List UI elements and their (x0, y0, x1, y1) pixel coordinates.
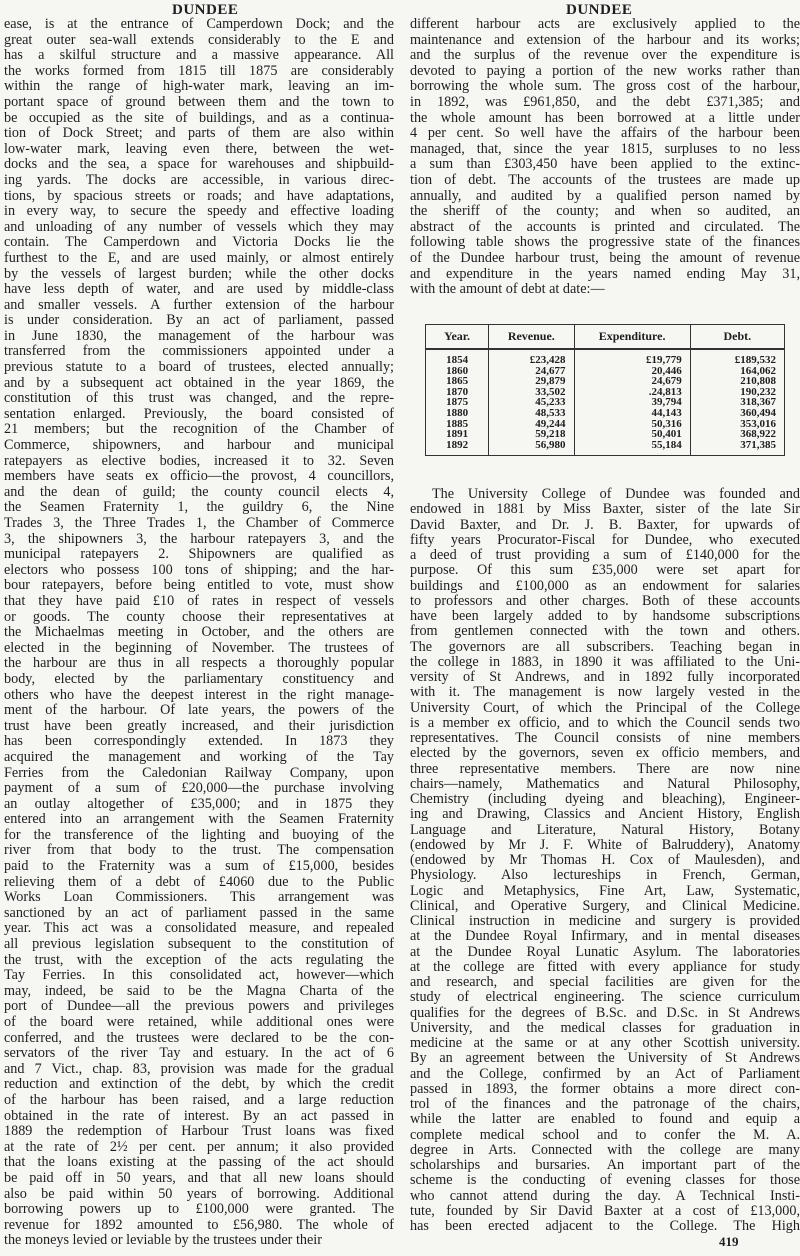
table-cell: .24,813 (574, 387, 690, 398)
text-line: By an agreement between the University of St Andrews (410, 1050, 800, 1067)
text-line: in June 1830, the management of the harbour was (4, 327, 394, 344)
table-cell: 50,401 (574, 429, 690, 440)
text-line: tions, by spacious streets or roads; and have adaptations, (4, 187, 394, 204)
text-line: The University College of Dundee was founded and (432, 486, 800, 502)
table-row (426, 349, 785, 366)
text-line: versity of St Andrews, and in 1892 fully incorporated (410, 669, 800, 685)
text-line: within the range of high-water mark, leaving an im- (4, 78, 394, 95)
text-line: tion of debt. The accounts of the trustees are made up (410, 171, 800, 188)
text-line: 21 members; but the recognition of the Chamber of (4, 421, 394, 438)
table-cell: 56,980 (489, 440, 574, 456)
text-line: bour ratepayers, before being entitled to vote, must show (4, 577, 394, 594)
text-line: abstract of the accounts is printed and circulated. The (410, 218, 800, 235)
text-line: or goods. The county choose their representatives at (4, 608, 394, 625)
table-cell: 1891 (426, 429, 489, 440)
table-cell: 29,879 (489, 376, 574, 387)
text-line: purpose. Of this sum £35,000 were set apart for (410, 562, 800, 579)
text-line: the Michaelmas meeting in October, and the others are (4, 624, 394, 641)
table-cell: 50,316 (574, 419, 690, 430)
text-line: medicine at the same or at any other Scottish university. (410, 1035, 800, 1051)
text-line: borrowing powers up to £100,000 were granted. The (4, 1201, 394, 1218)
text-line: tute, founded by Sir David Baxter at a cost of £13,000, (410, 1202, 800, 1219)
table-cell: 164,062 (690, 366, 784, 377)
text-line: by the vessels of largest burden; while the other docks (4, 265, 394, 282)
text-line: others who have the deepest interest in the right manage- (4, 686, 394, 703)
text-line: University Court, of which the Principal of the College (410, 699, 800, 716)
table-cell: 20,446 (574, 366, 690, 377)
column-header: Expenditure. (574, 325, 690, 350)
table-cell: £189,532 (690, 349, 784, 366)
table-cell: 1870 (426, 387, 489, 398)
text-line: who cannot attend during the day. A Technical Insti- (410, 1187, 800, 1204)
text-line: all previous legislation subsequent to the constitution of (4, 936, 394, 953)
text-line: Ferries from the Caledonian Railway Company, upon (4, 764, 394, 781)
text-line: paid to the Fraternity was a sum of £15,000, besides (4, 858, 394, 875)
column-header: Debt. (690, 325, 784, 350)
text-line: ment of the harbour. Of late years, the powers of the (4, 702, 394, 719)
text-line: previous statute to a board of trustees, elected annually; (4, 359, 394, 376)
text-line: the works formed from 1815 till 1875 are considerably (4, 62, 394, 79)
table-cell: £23,428 (489, 349, 574, 366)
table-cell: 318,367 (690, 397, 784, 408)
table-cell: 55,184 (574, 440, 690, 456)
text-line: Tay Ferries. In this consolidated act, however—which (4, 967, 394, 984)
text-line: obtained in the rate of interest. By an act passed in (4, 1107, 394, 1124)
text-line: a sum than £303,450 have been applied to the extinc- (410, 156, 800, 173)
text-line: while the latter are enabled to found and equip a (410, 1111, 800, 1128)
text-line: transferred from the commissioners appointed under a (4, 343, 394, 360)
text-line: scheme is the conducting of evening classes for those (410, 1172, 800, 1189)
table-cell: 44,143 (574, 408, 690, 419)
text-line: trust have been greatly increased, and their jurisdiction (4, 717, 394, 734)
table-cell: 39,794 (574, 397, 690, 408)
text-line: 4 per cent. So well have the affairs of the harbour been (410, 125, 800, 142)
text-line: members have seats ex officio—the provost, 4 councillors, (4, 468, 394, 485)
table-cell: 371,385 (690, 440, 784, 456)
text-line: Logic and Metaphysics, Fine Art, Law, Systematic, (410, 882, 800, 899)
text-line: river from that body to the trust. The compensation (4, 842, 394, 859)
text-line: following table shows the progressive state of the finances (410, 234, 800, 251)
table-cell: £19,779 (574, 349, 690, 366)
text-line: servators of the river Tay and estuary. In the act of 6 (4, 1045, 394, 1062)
text-line: have been largely added to by handsome subscriptions (410, 608, 800, 624)
harbour-finance-table (425, 324, 785, 456)
text-line: annually, and audited by a qualified person named by (410, 187, 800, 204)
table-cell: 24,679 (574, 376, 690, 387)
text-line: and expenditure in the years named ending May 31, (410, 265, 800, 282)
text-line: at the college are fitted with every appliance for study (410, 958, 800, 975)
text-line: has been erected adjacent to the College. The High (410, 1218, 800, 1234)
text-line: sanctioned by an act of parliament passed in the same (4, 904, 394, 921)
table-row (426, 408, 785, 419)
text-line: degree in Arts. Connected with the college are many (410, 1141, 800, 1158)
table-cell: 48,533 (489, 408, 574, 419)
text-line: relieving them of a debt of £4060 due to the Public (4, 873, 394, 890)
text-line: body, elected by the parliamentary constituency and (4, 670, 394, 687)
text-line: elected by the governors, seven ex officio members, and (410, 745, 800, 762)
text-line: furthest to the E, and are used mainly, or almost entirely (4, 249, 394, 266)
text-line: portant space of ground between them and the town to (4, 93, 394, 110)
text-line: the Seamen Fraternity 1, the guildry 6, the Nine (4, 499, 394, 516)
text-line: and the dean of guild; the county council elects 4, (4, 483, 394, 500)
text-line: low-water mark, leaving even there, between the wet- (4, 140, 394, 157)
text-line: conferred, and the trustees were declared to be the con- (4, 1029, 394, 1046)
text-line: borrowing the whole sum. The gross cost of the harbour, (410, 78, 800, 95)
table-row (426, 397, 785, 408)
text-line: entered into an arrangement with the Seamen Fraternity (4, 811, 394, 828)
text-line: has been correspondingly extended. In 1873 they (4, 733, 394, 750)
text-line: Trades 3, the Three Trades 1, the Chamber of Commerce (4, 515, 394, 531)
table-cell: 59,218 (489, 429, 574, 440)
table-row (426, 366, 785, 377)
table-cell: 45,233 (489, 397, 574, 408)
text-line: the moneys levied or leviable by the trustees under their (4, 1232, 322, 1249)
table-cell: 360,494 (690, 408, 784, 419)
text-line: Chemistry (including dyeing and bleaching), Engineer- (410, 791, 800, 807)
text-line: (endowed by Mr J. F. White of Balruddery), Anatomy (410, 836, 800, 853)
text-line: fifty years Procurator-Fiscal for Dundee, who executed (410, 531, 800, 548)
text-line: with the amount of debt at date:— (410, 281, 605, 298)
text-line: the college in 1883, in 1890 it was affiliated to the Uni- (410, 653, 800, 670)
table-row (426, 440, 785, 456)
text-line: port of Dundee—all the previous powers and privileges (4, 998, 394, 1015)
text-line: Physiology. Also lectureships in French, German, (410, 867, 800, 884)
text-line: be paid off in 50 years, and that all new loans should (4, 1169, 394, 1186)
text-line: and unloading of any number of vessels which they may (4, 218, 394, 235)
text-line: ing yards. The docks are accessible, in various direc- (4, 171, 394, 188)
text-line: has a skilful structure and a massive appearance. All (4, 47, 394, 64)
text-line: trol of the finances and the patronage of the chairs, (410, 1096, 800, 1112)
text-line: and the surplus of the revenue over the expenditure is (410, 47, 800, 64)
text-line: year. This act was a consolidated measure, and repealed (4, 920, 394, 937)
column-header: Year. (426, 325, 489, 350)
text-line: with it. The management is now largely vested in the (410, 684, 800, 701)
text-line: the trust, with the exception of the acts regulating the (4, 951, 394, 968)
table-row (426, 376, 785, 387)
text-line: Clinical instruction in medicine and surgery is provided (410, 913, 800, 929)
text-line: complete medical school and to confer the M. A. (410, 1126, 800, 1143)
table-row (426, 419, 785, 430)
table-cell: 1854 (426, 349, 489, 366)
text-line: have less depth of water, and are used by middle-class (4, 281, 394, 298)
text-line: ease, is at the entrance of Camperdown Dock; and the (4, 16, 394, 32)
text-line: Language and Literature, Natural History, Botany (410, 821, 800, 838)
text-line: the harbour are thus in all respects a thoroughly popular (4, 655, 394, 672)
text-line: 3, the shipowners 3, the harbour ratepayers 3, and the (4, 530, 394, 547)
text-line: three representative members. There are now nine (410, 760, 800, 777)
table-cell: 1892 (426, 440, 489, 456)
text-line: of the Dundee harbour trust, being the amount of revenue (410, 249, 800, 266)
table-cell: 368,922 (690, 429, 784, 440)
table-cell: 1860 (426, 366, 489, 377)
running-header-left: DUNDEE (172, 2, 239, 18)
left-column (4, 17, 394, 1249)
table-cell: 210,808 (690, 376, 784, 387)
right-column-top (410, 17, 800, 298)
text-line: maintenance and extension of the harbour and its works; (410, 31, 800, 48)
text-line: endowed in 1881 by Miss Baxter, sister of the late Sir (410, 501, 800, 518)
text-line: and the College, confirmed by an Act of Parliament (410, 1065, 800, 1082)
text-line: David Baxter, and Dr. J. B. Baxter, for upwards of (410, 516, 800, 533)
text-line: the sheriff of the county; and when so audited, an (410, 203, 800, 220)
table-header-row (426, 325, 785, 350)
text-line: from gentlemen connected with the town and others. (410, 623, 800, 640)
text-line: great outer sea-wall extends considerably to the E and (4, 31, 394, 48)
text-line: reduction and extinction of the debt, by which the credit (4, 1076, 394, 1093)
text-line: (endowed by Mr Thomas H. Cox of Maulesden), and (410, 852, 800, 868)
text-line: ratepayers as elective bodies, increased it to 32. Seven (4, 452, 394, 469)
text-line: 1889 the redemption of Harbour Trust loans was fixed (4, 1123, 394, 1140)
table-cell: 1865 (426, 376, 489, 387)
text-line: payment of a sum of £20,000—the purchase involving (4, 780, 394, 797)
text-line: elected in the beginning of November. The trustees of (4, 639, 394, 656)
text-line: passed in 1893, the former obtains a more direct con- (410, 1080, 800, 1097)
text-line: scholarships and bursaries. An important part of the (410, 1157, 800, 1173)
text-line: and by a subsequent act obtained in the year 1869, the (4, 374, 394, 391)
page-number: 419 (719, 1234, 739, 1249)
text-line: electors who possess 100 tons of shipping; and the har- (4, 561, 394, 578)
text-line: study of electrical engineering. The science curriculum (410, 989, 800, 1006)
text-line: municipal ratepayers 2. Shipowners are qualified as (4, 546, 394, 563)
text-line: that the loans existing at the passing of the act should (4, 1154, 394, 1171)
table-cell: 1880 (426, 408, 489, 419)
text-line: acquired the management and working of the Tay (4, 748, 394, 765)
text-line: of the board were retained, while additional ones were (4, 1014, 394, 1030)
text-line: Works Loan Commissioners. This arrangement was (4, 889, 394, 906)
text-line: and 7 Vict., chap. 83, provision was made for the gradual (4, 1060, 394, 1077)
text-line: is under consideration. By an act of parliament, passed (4, 312, 394, 329)
text-line: the whole amount has been borrowed at a little under (410, 109, 800, 126)
text-line: devoted to paying a portion of the new works rather than (410, 62, 800, 79)
text-line: be occupied as the site of buildings, and as a continua- (4, 109, 394, 126)
text-line: tion of Dock Street; and parts of them are also within (4, 125, 394, 142)
running-header-right: DUNDEE (566, 2, 633, 18)
text-line: may, indeed, be said to be the Magna Charta of the (4, 982, 394, 999)
text-line: sentation enlarged. Previously, the board consisted of (4, 405, 394, 422)
text-line: different harbour acts are exclusively applied to the (410, 16, 800, 32)
text-line: constitution of this trust was changed, and the repre- (4, 390, 394, 407)
text-line: a deed of trust providing a sum of £140,000 for the (410, 547, 800, 563)
text-line: chairs—namely, Mathematics and Natural Philosophy, (410, 775, 800, 792)
table-cell: 24,677 (489, 366, 574, 377)
text-line: to professors and other charges. Both of these accounts (410, 592, 800, 609)
table-row (426, 387, 785, 398)
text-line: Commerce, shipowners, and harbour and municipal (4, 437, 394, 454)
text-line: at the Dundee Royal Infirmary, and in mental diseases (410, 928, 800, 945)
table-cell: 1875 (426, 397, 489, 408)
table-row (426, 429, 785, 440)
table-cell: 1885 (426, 419, 489, 430)
text-line: Clinical, and Operative Surgery, and Clinical Medicine. (410, 897, 800, 914)
right-column-bottom (410, 487, 800, 1234)
table-cell: 33,502 (489, 387, 574, 398)
text-line: University, and the medical classes for graduation in (410, 1019, 800, 1036)
text-line: an outlay altogether of £35,000; and in 1875 they (4, 795, 394, 812)
text-line: at the Dundee Royal Lunatic Asylum. The laboratories (410, 943, 800, 960)
text-line: also be paid within 50 years of borrowing. Additional (4, 1185, 394, 1202)
text-line: managed, that, since the year 1815, surpluses to no less (410, 140, 800, 157)
text-line: contain. The Camperdown and Victoria Docks lie the (4, 234, 394, 251)
text-line: qualifies for the degrees of B.Sc. and D.Sc. in St Andrews (410, 1004, 800, 1021)
table-cell: 190,232 (690, 387, 784, 398)
column-header: Revenue. (489, 325, 574, 350)
text-line: is a member ex officio, and to which the Council sends two (410, 714, 800, 731)
text-line: for the transference of the lighting and buoying of the (4, 826, 394, 843)
text-line: representatives. The Council consists of nine members (410, 730, 800, 746)
text-line: The governors are all subscribers. Teaching began in (410, 638, 800, 655)
text-line: at the rate of 2½ per cent. per annum; it also provided (4, 1138, 394, 1155)
text-line: in every way, to secure the speedy and effective loading (4, 203, 394, 220)
text-line: of the harbour has been raised, and a large reduction (4, 1091, 394, 1108)
text-line: docks and the sea, a space for warehouses and shipbuild- (4, 156, 394, 173)
text-line: buildings and £100,000 as an endowment for salaries (410, 577, 800, 594)
text-line: that they have paid £10 of rates in respect of vessels (4, 592, 394, 609)
table-cell: 49,244 (489, 419, 574, 430)
text-line: in 1892, was £961,850, and the debt £371,385; and (410, 93, 800, 110)
text-line: and research, and special facilities are given for the (410, 974, 800, 990)
text-line: ing and Drawing, Classics and Ancient History, English (410, 806, 800, 823)
text-line: and smaller vessels. A further extension of the harbour (4, 296, 394, 313)
table-cell: 353,016 (690, 419, 784, 430)
text-line: revenue for 1892 amounted to £56,980. The whole of (4, 1216, 394, 1233)
